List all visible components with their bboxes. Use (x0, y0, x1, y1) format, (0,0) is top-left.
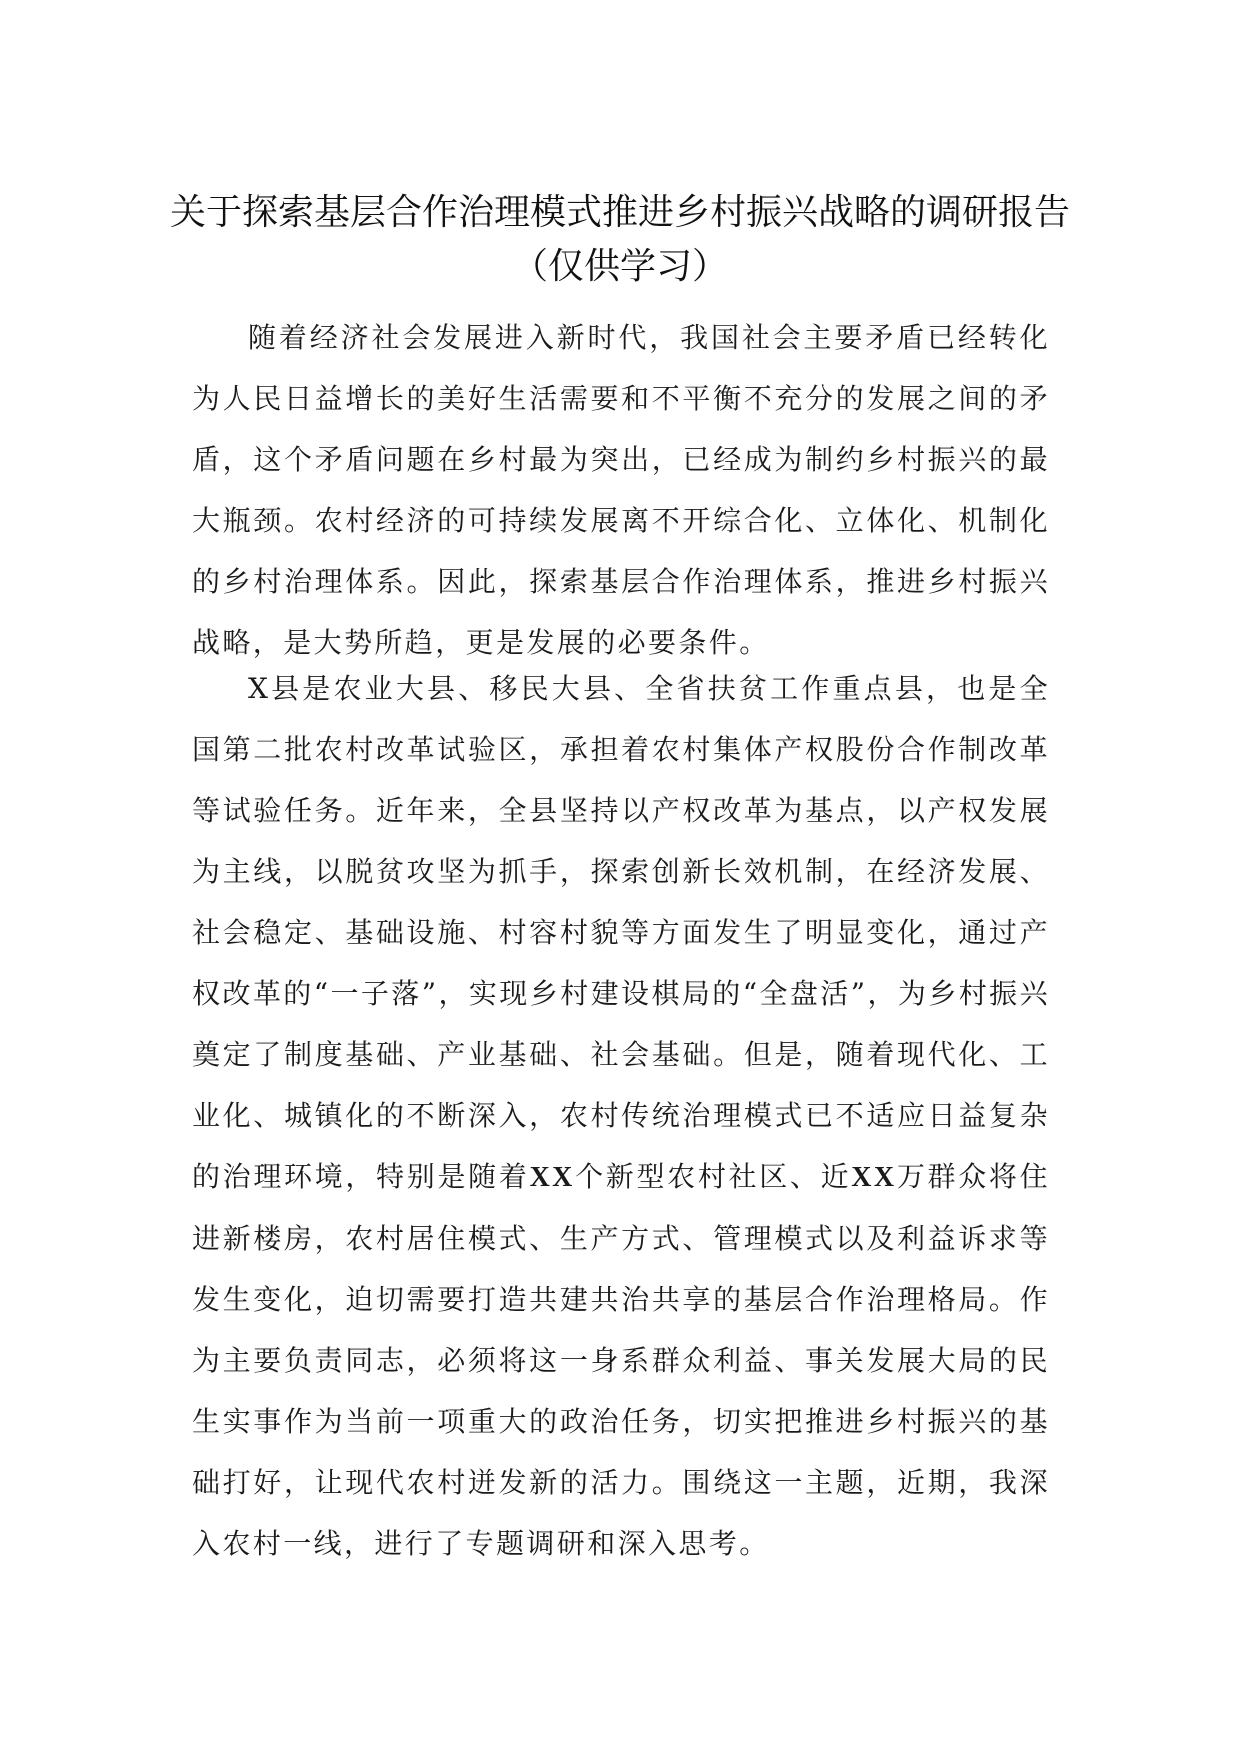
placeholder-count-residents: XX (851, 1162, 897, 1193)
paragraph-text-segment: 万群众将住进新楼房，农村居住模式、生产方式、管理模式以及利益诉求等发生变化，迫切需要打造共建共治共享的基层合作治理格局。作为主要负责同志，必须将这一身系群众利益、事关发展大局的民生实事作为当前一项重大的政治任务，切实把推进乡村振兴的基础打好，让现代农村迸发新的活力。围绕这一主题，近期，我深入农村一线，进行了专题调研和深入思考。 (192, 1160, 1050, 1560)
placeholder-count-communities: XX (529, 1162, 575, 1193)
document-title: 关于探索基层合作治理模式推进乡村振兴战略的调研报告 (169, 192, 1070, 233)
paragraph-text-segment: 个新型农村社区、近 (574, 1160, 852, 1193)
paragraph-intro: 随着经济社会发展进入新时代，我国社会主要矛盾已经转化为人民日益增长的美好生活需要和不平衡不充分的发展之间的矛盾，这个矛盾问题在乡村最为突出，已经成为制约乡村振兴的最大瓶颈。农村经济的可持续发展离不开综合化、立体化、机制化的乡村治理体系。因此，探索基层合作治理体系，推进乡村振兴战略，是大势所趋，更是发展的必要条件。 (192, 321, 1050, 659)
paragraph-text-segment: X县是农业大县、移民大县、全省扶贫工作重点县，也是全国第二批农村改革试验区，承担着农村集体产权股份合作制改革等试验任务。近年来，全县坚持以产权改革为基点，以产权发展为主线，以脱贫攻坚为抓手，探索创新长效机制，在经济发展、社会稳定、基础设施、村容村貌等方面发生了明显变化，通过产权改革的“一子落”，实现乡村建设棋局的“全盘活”，为乡村振兴奠定了制度基础、产业基础、社会基础。但是，随着现代化、工业化、城镇化的不断深入，农村传统治理模式已不适应日益复杂的治理环境，特别是随着 (192, 672, 1050, 1193)
paragraph-county-background (192, 658, 1050, 1574)
document-subtitle: （仅供学习） (511, 246, 728, 287)
